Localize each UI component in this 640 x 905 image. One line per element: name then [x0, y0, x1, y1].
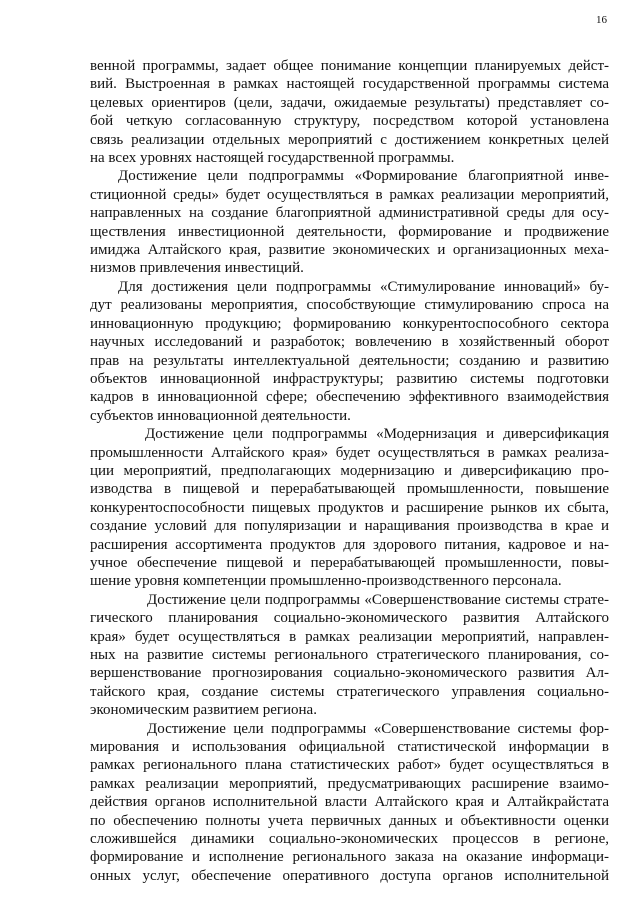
paragraph-1 — [90, 57, 609, 167]
text-line: конкурентоспособности пищевых продуктов и расширение рынков их сбыта, — [90, 499, 609, 516]
text-line: целевых ориентиров (цели, задачи, ожидаемые результаты) представляет со- — [90, 94, 609, 111]
body-text — [90, 57, 609, 885]
text-line: Достижение цели подпрограммы «Формирование благоприятной инве- — [118, 168, 609, 185]
text-line: прав на результаты интеллектуальной деятельности; созданию и развитию — [90, 352, 609, 369]
text-line: действия органов исполнительной власти Алтайского края и Алтайкрайстата — [90, 794, 609, 811]
text-line: бой четкую согласованную структуру, посредством которой установлена — [90, 113, 609, 130]
text-line: края» будет осуществляться в рамках реализации мероприятий, направлен- — [90, 628, 609, 645]
text-line: мирования и использования официальной статистической информации в — [90, 739, 609, 756]
paragraph-5 — [90, 591, 609, 720]
text-line: имиджа Алтайского края, развитие экономических и организационных меха- — [90, 242, 609, 259]
text-line: Достижение цели подпрограммы «Совершенствование системы страте- — [147, 591, 609, 608]
text-line: по обеспечению полноты учета первичных данных и объективности оценки — [90, 812, 609, 829]
text-line: вершенствование прогнозирования социально-экономического развития Ал- — [90, 665, 609, 682]
text-line: промышленности Алтайского края» будет осуществляться в рамках реализа- — [90, 444, 609, 461]
text-line: дут реализованы мероприятия, способствующие стимулированию спроса на — [90, 297, 609, 314]
text-line: инновационную продукцию; формированию конкурентоспособного сектора — [90, 315, 609, 332]
text-line: формирование и исполнение регионального заказа на оказание информаци- — [90, 849, 609, 866]
text-line: вий. Выстроенная в рамках настоящей государственной программы система — [90, 76, 609, 93]
text-line: учное обеспечение пищевой и перерабатывающей промышленности, повы- — [90, 554, 609, 571]
text-line: экономическим развитием региона. — [90, 702, 317, 719]
text-line: Для достижения цели подпрограммы «Стимулирование инноваций» бу- — [118, 278, 609, 295]
paragraph-3 — [90, 278, 609, 425]
text-line: Достижение цели подпрограммы «Модернизация и диверсификация — [145, 426, 609, 443]
text-line: создание условий для популяризации и наращивания производства в крае и — [90, 518, 609, 535]
text-line: гического планирования социально-экономического развития Алтайского — [90, 610, 609, 627]
text-line: рамках реализации мероприятий, предусматривающих расширение взаимо- — [90, 775, 609, 792]
text-line: онных услуг, обеспечение оперативного доступа органов исполнительной — [90, 867, 609, 884]
text-line: расширения ассортимента продуктов для здорового питания, кадровое и на- — [90, 536, 609, 553]
text-line: научных исследований и разработок; вовлечению в хозяйственный оборот — [90, 334, 609, 351]
text-line: на всех уровнях настоящей государственной программы. — [90, 150, 455, 167]
paragraph-4 — [90, 425, 609, 591]
paragraph-2 — [90, 167, 609, 277]
text-line: ных на развитие системы регионального стратегического планирования, со- — [90, 647, 609, 663]
page-number: 16 — [596, 14, 607, 26]
text-line: кадров в инновационной сфере; обеспечению эффективного взаимодействия — [90, 389, 609, 406]
text-line: ществления инвестиционной деятельности, формирование и продвижение — [90, 223, 609, 240]
text-line: тайского края, создание системы стратегического управления социально- — [90, 683, 609, 700]
text-line: стиционной среды» будет осуществляться в рамках реализации мероприятий, — [90, 186, 609, 203]
text-line: низмов привлечения инвестиций. — [90, 260, 304, 277]
text-line: венной программы, задает общее понимание концепции планируемых дейст- — [90, 58, 609, 74]
text-line: Достижение цели подпрограммы «Совершенствование системы фор- — [147, 720, 609, 737]
text-line: рамках регионального плана статистических работ» будет осуществляться в — [90, 757, 609, 774]
text-line: субъектов инновационной деятельности. — [90, 407, 351, 424]
text-line: связь реализации отдельных мероприятий с достижением конкретных целей — [90, 131, 609, 148]
paragraph-6 — [90, 720, 609, 886]
text-line: изводства в пищевой и перерабатывающей промышленности, повышение — [90, 481, 609, 498]
text-line: ции мероприятий, предполагающих модернизацию и диверсификацию про- — [90, 462, 609, 479]
text-line: сложившейся динамики социально-экономических процессов в регионе, — [90, 831, 609, 848]
text-line: направленных на создание благоприятной административной среды для осу- — [90, 205, 609, 222]
text-line: объектов инновационной инфраструктуры; развитию системы подготовки — [90, 370, 609, 387]
text-line: шение уровня компетенции промышленно-производственного персонала. — [90, 573, 562, 590]
